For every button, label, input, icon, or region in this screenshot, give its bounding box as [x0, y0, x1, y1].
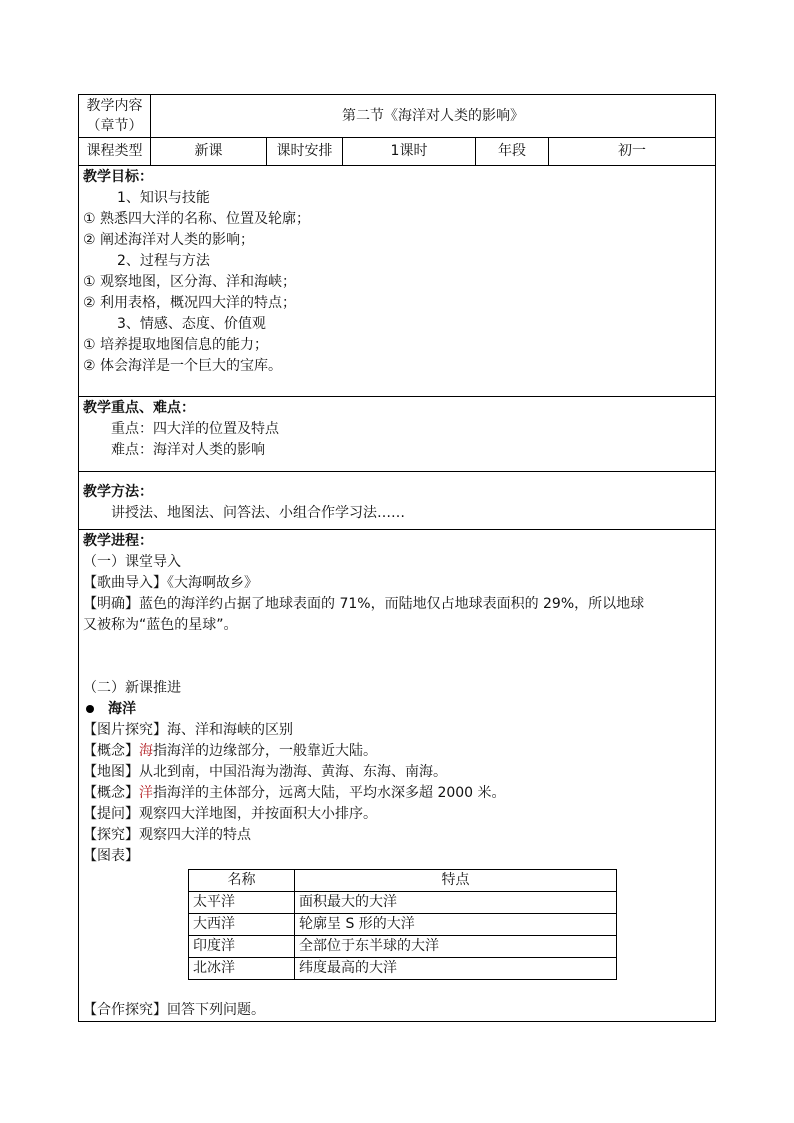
- ocean-name: 北冰洋: [189, 958, 295, 980]
- objectives-heading: 教学目标：: [83, 169, 153, 185]
- hours-value: 1课时: [343, 138, 476, 166]
- content-label-cell: [79, 95, 151, 138]
- section-intro: （一）课堂导入: [83, 554, 181, 570]
- objective-line: ① 培养提取地图信息的能力；: [83, 337, 269, 353]
- explore-text: 观察四大洋的特点: [139, 827, 251, 843]
- song-tag: 【歌曲导入】: [83, 575, 167, 591]
- concept-tag: 【概念】: [83, 785, 139, 801]
- lesson-title: 第二节《海洋对人类的影响》: [151, 95, 716, 138]
- column-header-name: 名称: [189, 870, 295, 892]
- table-row: [189, 936, 617, 958]
- objectives-row: [79, 166, 716, 397]
- difficult-point: 难点：海洋对人类的影响: [111, 442, 265, 458]
- lesson-plan-table: [78, 94, 716, 1022]
- spacer: [83, 636, 711, 678]
- content-label: 教学内容: [86, 98, 143, 114]
- map-line: [83, 762, 711, 783]
- bullet-icon: [86, 705, 94, 713]
- course-type-label: 课程类型: [79, 138, 151, 166]
- course-info-row: [79, 138, 716, 166]
- ocean-feature: 面积最大的大洋: [295, 892, 617, 914]
- map-tag: 【地图】: [83, 764, 139, 780]
- concept-sea-line: [83, 741, 711, 762]
- course-type-value: 新课: [151, 138, 267, 166]
- map-text: 从北到南，中国沿海为渤海、黄海、东海、南海。: [139, 764, 447, 780]
- coop-line: [83, 1000, 711, 1021]
- table-row: [189, 892, 617, 914]
- grade-label: 年段: [476, 138, 549, 166]
- methods-heading: 教学方法：: [83, 484, 153, 500]
- section-new-lesson: （二）新课推进: [83, 680, 181, 696]
- song-line: [83, 573, 711, 594]
- key-points-heading: 教学重点、难点：: [83, 400, 195, 416]
- question-tag: 【提问】: [83, 806, 139, 822]
- ocean-feature: 全部位于东半球的大洋: [295, 936, 617, 958]
- ocean-name: 大西洋: [189, 914, 295, 936]
- table-row: [189, 958, 617, 980]
- methods-row: [79, 472, 716, 530]
- ocean-name: 印度洋: [189, 936, 295, 958]
- objective-line: 1、知识与技能: [117, 190, 210, 206]
- objective-line: 3、情感、态度、价值观: [117, 316, 266, 332]
- objectives-cell: [79, 166, 716, 397]
- bullet-heading: [83, 699, 711, 720]
- picture-tag: 【图片探究】: [83, 722, 167, 738]
- coop-text: 回答下列问题。: [167, 1002, 265, 1018]
- explore-tag: 【探究】: [83, 827, 139, 843]
- clear-text: 蓝色的海洋约占据了地球表面的 71%，而陆地仅占地球表面积的 29%，所以地球: [139, 596, 645, 612]
- ocean-name: 太平洋: [189, 892, 295, 914]
- table-row: [189, 914, 617, 936]
- question-line: [83, 804, 711, 825]
- clear-line: [83, 594, 711, 615]
- oceans-table: [188, 869, 617, 980]
- concept-word-sea: 海: [139, 743, 153, 759]
- explore-line: [83, 825, 711, 846]
- concept-word-ocean: 洋: [139, 785, 153, 801]
- question-text: 观察四大洋地图，并按面积大小排序。: [139, 806, 377, 822]
- bullet-title: 海洋: [108, 701, 136, 717]
- picture-explore-line: [83, 720, 711, 741]
- concept-ocean-line: [83, 783, 711, 804]
- clear-tag: 【明确】: [83, 596, 139, 612]
- ocean-feature: 纬度最高的大洋: [295, 958, 617, 980]
- coop-tag: 【合作探究】: [83, 1002, 167, 1018]
- objective-line: ② 阐述海洋对人类的影响；: [83, 232, 255, 248]
- column-header-feature: 特点: [295, 870, 617, 892]
- key-points-row: [79, 397, 716, 472]
- oceans-table-header: [189, 870, 617, 892]
- methods-text: 讲授法、地图法、问答法、小组合作学习法……: [111, 505, 405, 521]
- objective-line: ② 利用表格，概况四大洋的特点；: [83, 295, 297, 311]
- picture-text: 海、洋和海峡的区别: [167, 722, 293, 738]
- clear-line-continued: 又被称为“蓝色的星球”。: [83, 617, 238, 633]
- concept-text: 指海洋的边缘部分，一般靠近大陆。: [153, 743, 377, 759]
- concept-text: 指海洋的主体部分，远离大陆，平均水深多超 2000 米。: [153, 785, 506, 801]
- process-heading: 教学进程：: [83, 533, 153, 549]
- process-row: [79, 530, 716, 1022]
- song-title: 《大海啊故乡》: [167, 575, 258, 591]
- chart-tag: 【图表】: [83, 848, 139, 864]
- ocean-feature: 轮廓呈 S 形的大洋: [295, 914, 617, 936]
- concept-tag: 【概念】: [83, 743, 139, 759]
- objective-line: ① 熟悉四大洋的名称、位置及轮廓；: [83, 211, 311, 227]
- grade-value: 初一: [549, 138, 716, 166]
- lesson-plan: [78, 94, 715, 1022]
- key-point: 重点：四大洋的位置及特点: [111, 421, 279, 437]
- process-cell: [79, 530, 716, 1022]
- header-row: [79, 95, 716, 138]
- spacer: [83, 980, 711, 1000]
- key-points-cell: [79, 397, 716, 472]
- chapter-label: （章节）: [86, 118, 143, 134]
- objective-line: 2、过程与方法: [117, 253, 210, 269]
- hours-label: 课时安排: [267, 138, 343, 166]
- objective-line: ② 体会海洋是一个巨大的宝库。: [83, 358, 283, 374]
- objective-line: ① 观察地图，区分海、洋和海峡；: [83, 274, 297, 290]
- methods-cell: [79, 472, 716, 530]
